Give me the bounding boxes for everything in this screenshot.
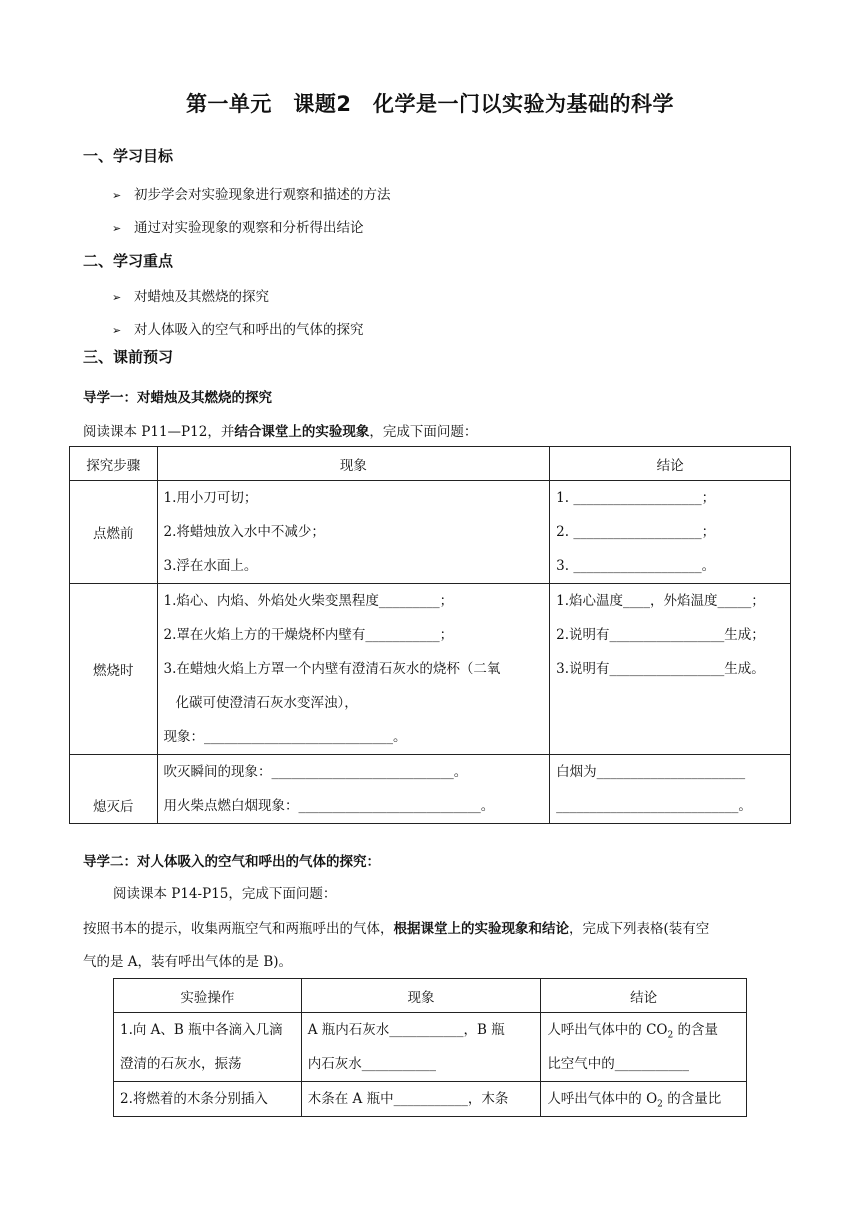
table-row [70,755,791,824]
page-title: 第一单元 课题2 化学是一门以实验为基础的科学 [185,92,675,116]
header-cell: 现象 [157,447,550,481]
phenomena-cell: A 瓶内石灰水___________，B 瓶 内石灰水___________ [301,1013,541,1082]
section-heading-preview: 三、课前预习 [83,348,174,366]
phenomena-cell: 吹灭瞬间的现象：___________________________。 用火柴点燃白烟现象：___________________________。 [157,755,550,824]
conclusion-cell: 人呼出气体中的 $O_2$ 的含量比 [541,1082,747,1117]
phenomena-cell: 木条在 A 瓶中___________，木条 [301,1082,541,1117]
table-row [70,584,791,755]
header-cell: 现象 [301,979,541,1013]
conclusion-cell: 人呼出气体中的 $CO_2$ 的含量 比空气中的___________ [541,1013,747,1082]
step-cell: 点燃前 [70,481,158,584]
guide2-instructions-cont: 气的是 A，装有呼出气体的是 B)。 [83,954,293,970]
table-row [70,481,791,584]
arrow-bullet-icon: ➢ [112,291,122,304]
step-cell: 熄灭后 [70,755,158,824]
table-row [114,1013,747,1082]
guide1-intro: 阅读课本 P11—P12，并结合课堂上的实验现象，完成下面问题： [83,424,478,440]
focus-item: ➢ 对蜡烛及其燃烧的探究 [112,289,269,305]
header-cell: 结论 [550,447,791,481]
guide2-title: 导学二：对人体吸入的空气和呼出的气体的探究： [83,854,380,870]
operation-cell: 2.将燃着的木条分别插入 [114,1082,302,1117]
conclusion-cell: 1. ___________________； 2. ___________________； 3. ___________________。 [550,481,791,584]
phenomena-cell: 1.用小刀可切； 2.将蜡烛放入水中不减少； 3.浮在水面上。 [157,481,550,584]
operation-cell: 1.向 A、B 瓶中各滴入几滴 澄清的石灰水，振荡 [114,1013,302,1082]
header-cell: 探究步骤 [70,447,158,481]
arrow-bullet-icon: ➢ [112,189,122,202]
table-header-row [114,979,747,1013]
section-heading-focus: 二、学习重点 [83,252,174,270]
table-header-row [70,447,791,481]
candle-table [69,446,791,824]
conclusion-cell: 白烟为______________________ ___________________________。 [550,755,791,824]
goal-item: ➢ 通过对实验现象的观察和分析得出结论 [112,220,364,236]
guide1-title: 导学一：对蜡烛及其燃烧的探究 [83,390,272,406]
guide2-intro: 阅读课本 P14-P15，完成下面问题： [113,886,337,902]
header-cell: 结论 [541,979,747,1013]
goal-item: ➢ 初步学会对实验现象进行观察和描述的方法 [112,187,391,203]
section-heading-goals: 一、学习目标 [83,147,174,165]
conclusion-cell: 1.焰心温度____，外焰温度_____； 2.说明有_________________生成； 3.说明有_________________生成。 [550,584,791,755]
table-row [114,1082,747,1117]
breath-table [113,978,747,1117]
step-cell: 燃烧时 [70,584,158,755]
header-cell: 实验操作 [114,979,302,1013]
phenomena-cell: 1.焰心、内焰、外焰处火柴变黑程度_________； 2.罩在火焰上方的干燥烧杯内壁有___________； 3.在蜡烛火焰上方罩一个内壁有澄清石灰水的烧杯（二氧 化碳可使澄清石灰水变浑浊）， 现象：____________________________。 [157,584,550,755]
focus-item: ➢ 对人体吸入的空气和呼出的气体的探究 [112,322,364,338]
guide2-instructions: 按照书本的提示，收集两瓶空气和两瓶呼出的气体，根据课堂上的实验现象和结论，完成下列表格(装有空 [83,921,710,937]
arrow-bullet-icon: ➢ [112,324,122,337]
arrow-bullet-icon: ➢ [112,222,122,235]
